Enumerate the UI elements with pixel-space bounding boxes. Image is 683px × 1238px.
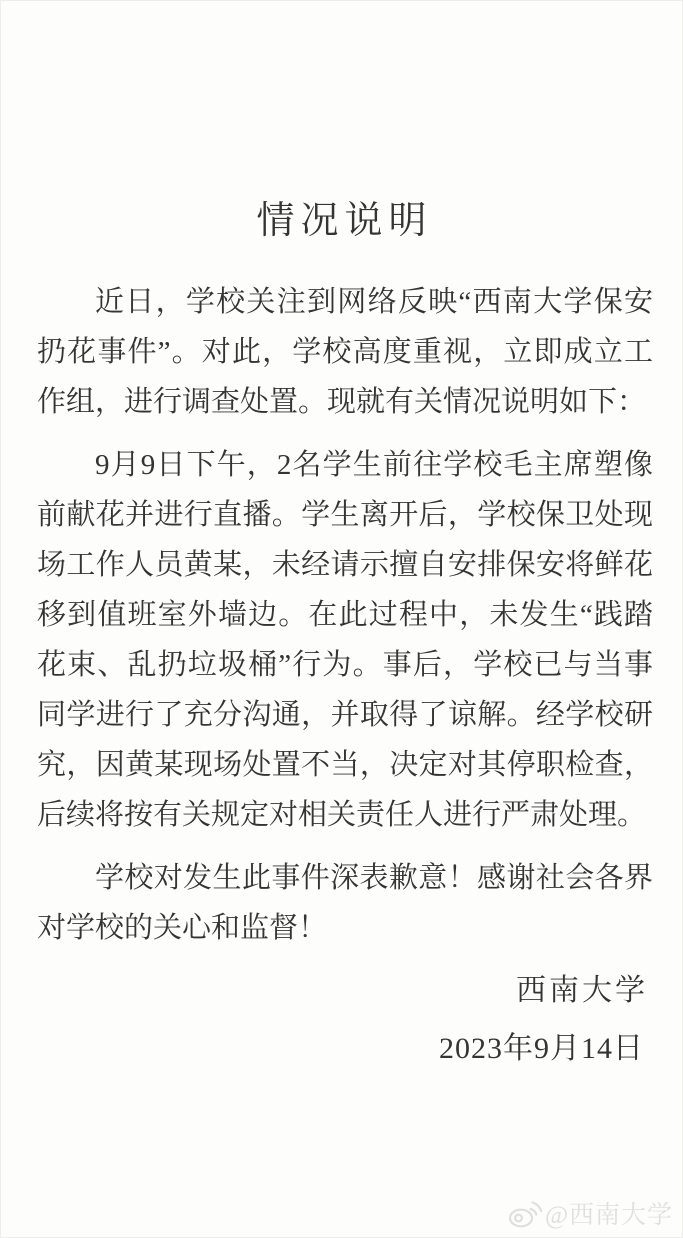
watermark-handle: @西南大学 [544, 1202, 673, 1229]
weibo-watermark [508, 1195, 673, 1231]
statement-date: 2023年9月14日 [439, 1031, 644, 1065]
page-title: 情况说明 [256, 200, 433, 242]
paragraph-details: 9月9日下午，2名学生前往学校毛主席塑像前献花并进行直播。学生离开后，学校保卫处现场工作人员黄某，未经请示擅自安排保安将鲜花移到值班室外墙边。在此过程中，未发生“践踏花束、乱扔垃圾桶”行为。事后，学校已与当事同学进行了充分沟通，并取得了谅解。经学校研究，因黄某现场处置不当，决定对其停职检查，后续将按有关规定对相关责任人进行严肃处理。 [37, 448, 653, 831]
signature-university: 西南大学 [516, 973, 648, 1007]
paragraph-apology: 学校对发生此事件深表歉意！感谢社会各界对学校的关心和监督！ [37, 861, 653, 944]
paragraph-intro: 近日，学校关注到网络反映“西南大学保安扔花事件”。对此，学校高度重视，立即成立工作组，进行调查处置。现就有关情况说明如下： [37, 285, 653, 418]
weibo-logo-icon [508, 1199, 542, 1228]
statement-body [37, 277, 653, 1074]
